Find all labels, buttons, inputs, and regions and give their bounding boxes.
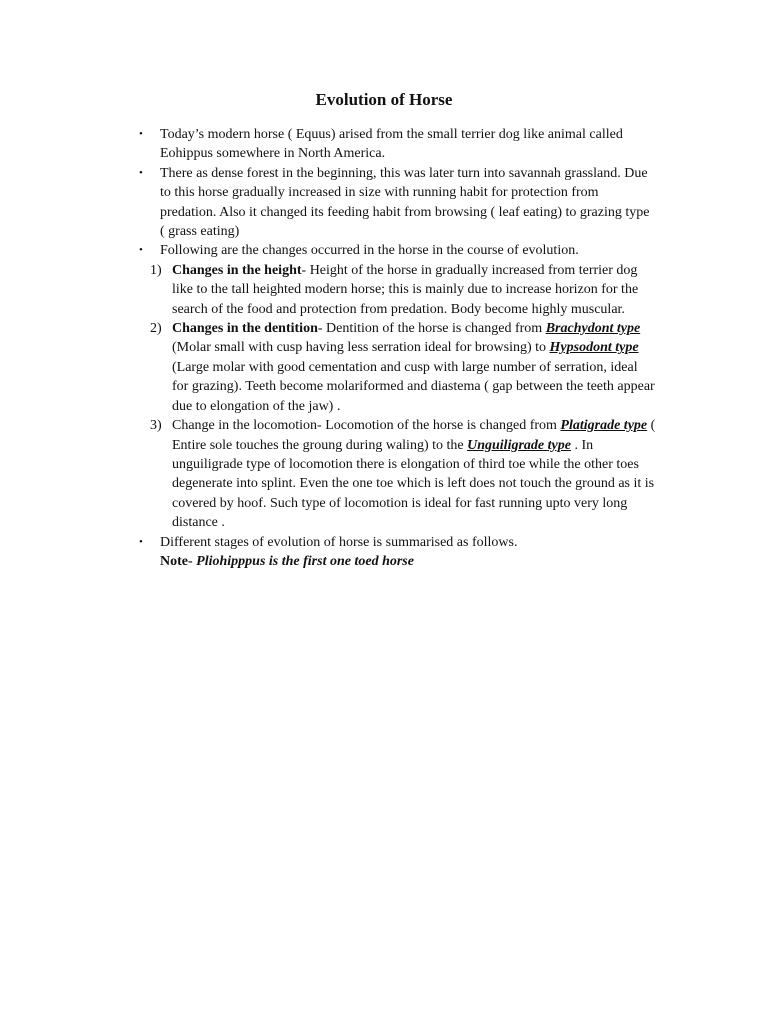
change-item-dentition xyxy=(136,319,656,416)
term-unguiligrade: Unguiligrade type xyxy=(467,437,571,453)
bullet-marker: • xyxy=(139,535,143,548)
change-item-height xyxy=(136,261,656,319)
change-text: ( Entire sole touches the groung during waling) to the xyxy=(172,418,656,453)
bullet-text: Following are the changes occurred in the horse in the course of evolution. xyxy=(160,243,579,259)
bullet-marker: • xyxy=(139,128,143,140)
bullet-item-summary xyxy=(136,533,656,552)
note-line xyxy=(136,552,656,571)
note-label: Note- xyxy=(160,553,193,569)
list-number: 2) xyxy=(150,321,162,337)
change-heading: Changes in the dentition xyxy=(172,321,318,337)
term-hypsodont: Hypsodont type xyxy=(549,340,639,356)
change-heading: Changes in the height xyxy=(172,262,302,278)
bullet-text: There as dense forest in the beginning, this was later turn into savannah grassland. Due to this horse gradually increased in size with running habit for protection from predation. Also it changed its feeding habit from browsing ( leaf eating) to grazing type ( grass eating) xyxy=(160,165,650,240)
document-title: Evolution of Horse xyxy=(315,90,453,109)
change-text: . In unguiligrade type of locomotion there is elongation of third toe while the other toes degenerate into splint. Even the one toe which is left does not touch the ground as it is covered by hoof. Such type of locomotion is ideal for fast running upto very long distance . xyxy=(172,437,655,531)
list-number: 3) xyxy=(150,418,162,434)
bullet-text: Different stages of evolution of horse is summarised as follows. xyxy=(160,534,518,550)
bullet-text: Today’s modern horse ( Equus) arised from the small terrier dog like animal called Eohippus somewhere in North America. xyxy=(160,127,623,162)
change-text: - Height of the horse in gradually increased from terrier dog like to the tall heighted modern horse; this is mainly due to increase horizon for the search of the food and protection from predation. Body become highly muscular. xyxy=(172,262,639,317)
change-item-locomotion xyxy=(136,416,656,532)
bullet-item-changes-intro xyxy=(136,241,656,260)
document-body xyxy=(136,125,656,571)
change-text: - Dentition of the horse is changed from xyxy=(317,321,546,337)
change-text: (Molar small with cusp having less serration ideal for browsing) to xyxy=(172,340,550,356)
bullet-item-origin xyxy=(136,125,656,164)
change-text: (Large molar with good cementation and cusp with large number of serration, ideal for grazing). Teeth become molariformed and diastema ( gap between the teeth appear due to elongation of the jaw) . xyxy=(172,359,655,414)
bullet-marker: • xyxy=(139,244,143,257)
bullet-item-habitat xyxy=(136,164,656,242)
note-text: Pliohipppus is the first one toed horse xyxy=(192,553,414,569)
term-platigrade: Platigrade type xyxy=(560,418,648,434)
change-text: Change in the locomotion- Locomotion of the horse is changed from xyxy=(172,418,561,434)
bullet-marker: • xyxy=(139,166,143,179)
list-number: 1) xyxy=(150,262,162,278)
term-brachydont: Brachydont type xyxy=(545,321,641,337)
